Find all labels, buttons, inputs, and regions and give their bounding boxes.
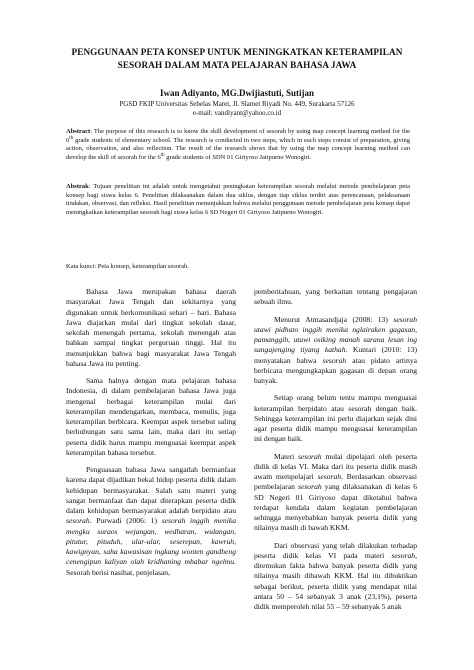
affiliation-block — [40, 100, 434, 118]
abstract-english — [66, 128, 410, 163]
italic-quote: sesorah inggih menika mengku suraos wejangan, wedharan, wulangan, pitutur, pituduh, ular-ular, seserepan, kawruh, kawignyan, saha kawasisan ingkang wonten gandheng cenengipun kaliyan olah kridhaning mbabar ngelmu. — [66, 516, 236, 567]
right-paragraph-4 — [254, 541, 417, 613]
right-paragraph-1 — [254, 315, 417, 387]
authors: Iwan Adiyanto, MG.Dwijiastuti, Sutijan — [159, 88, 315, 98]
text-span: atau pidato artinya berbicara mengungkapkan gagasan di depan orang banyak. — [254, 355, 417, 385]
italic-term: sesorah — [297, 451, 322, 461]
text-span: Sesorah berisi nasihat, penjelasan, — [66, 567, 170, 577]
text-span: Penguasaan bahasa Jawa sangatlah bermanfaat karena dapat dijadikan bekal hidup peserta didik dalam kehidupan bermasyarakat. Salah satu materi yang sangat bermanfaat dan dapat diterapkan peserta didik dalam kehidupan bermasyarakat adalah berpidato atau — [66, 465, 236, 515]
left-paragraph-1: Bahasa Jawa merupakan bahasa daerah masyarakat Jawa Tengah dan sekitarnya yang digunakan untuk berkomunikasi sehari – hari. Bahasa Jawa diajarkan mulai dari tingkat sekolah dasar, sekolah menengah pertama, sekolah menengah atas bahkan sampai tingkat perguruan tinggi. Hal itu menunjukkan bahwa bagi masyarakat Jawa Tengah bahasa Jawa itu penting. — [66, 287, 236, 368]
text-span: mulai dipelajari oleh peserta didik di kelas VI. Maka dari itu peserta didik masih awam mempelajari — [254, 451, 418, 481]
abstrak-label: Abstrak — [66, 183, 89, 190]
abstract-text-2: grade students of elementary school. The research is conducted in two steps, which in each steps consist of preparation, giving action, observation, and also reflection. The result of the research shows that by using the map concept learning method can develop the skill of sesorah for the 6 — [66, 136, 410, 162]
right-paragraph-2: Setiap orang belum tentu mampu menguasai keterampilan berpidato atau sesorah dengan baik. Sehingga keterampilan ini perlu diajarkan sejak dini agar peserta didik mampu menguasai keterampilan ini dengan baik. — [254, 393, 417, 444]
text-span: yang dilaksanakan di kelas 6 SD Negeri 01 Giriyoso dapat diketahui bahwa terdapat kendala dalam kegiatan pembelajaran sehingga menyebabkan banyak peserta didik yang nilainya masih di bawah KKM. — [254, 482, 418, 533]
affiliation: PGSD FKIP Universitas Sebelas Maret, Jl. Slamet Riyadi No. 449, Surakarta 57126 — [119, 100, 355, 108]
title-line-2: SESORAH DALAM MATA PELAJARAN BAHASA JAWA — [117, 60, 357, 70]
text-span: Kuntari (2010: 13) menyatakan bahwa — [254, 345, 417, 365]
text-span: Materi — [274, 451, 298, 461]
abstract-indonesian — [66, 183, 410, 218]
superscript: th — [160, 152, 165, 158]
italic-term: sesorah — [322, 355, 347, 365]
keywords: Kata kunci: Peta konsep, keterampilan sesorah. — [66, 263, 189, 270]
abstract-label: Abstract — [66, 128, 91, 135]
superscript: th — [69, 135, 74, 141]
left-paragraph-3 — [66, 465, 236, 578]
italic-term: sesorah — [317, 472, 342, 481]
abstrak-text: : Tujuan penelitian ini adalah untuk mengetahui peningkatan keterampilan sesorah melalui metode pembelajaran peta konsep bagi siswa kelas 6. Penelitian dilaksanakan dalam dua siklus, dengan tiap siklus terdiri atas perencanaan, pelaksanaan tindakan, observasi, dan refleksi. Hasil penelitian menunjukkan bahwa melalui penggunaan metode pembelajaran peta konsep dapat meningkatkan keterampilan sesorah bagi siswa kelas 6 SD Negeri 01 Giriyoso Jatipurno Wonogiri. — [66, 183, 410, 217]
text-span: Menurut Atmasandjaja (2008: 13) — [274, 314, 394, 324]
abstract-text-3: grade students of SDN 01 Giriyoso Jatipurno Wonogiri. — [164, 154, 312, 162]
italic-quote: sesorah utawi pidhato inggih menika nglairaken gagasan, pamanggih, utawi osiking manah sarana lesan ing sangajenging tiyang kathah. — [254, 314, 417, 355]
left-paragraph-2: Sama halnya dengan mata pelajaran bahasa Indonesia, di dalam pembelajaran bahasa Jawa juga mengenal berbagai keterampilan mulai dari keterampilan mendengarkan, membaca, menulis, juga keterampilan berbicara. Keempat aspek tersebut saling berhubungan satu sama lain, maka dari itu setiap peserta didik harus mampu menguasai keempat aspek keterampilan bahasa tersebut. — [66, 376, 236, 457]
right-paragraph-0: pemberitahuan, yang berkaitan tentang pengajaran sebuah ilmu. — [254, 287, 417, 307]
text-span: Dari observasi yang telah dilakukan terhadap peserta didik kelas VI pada materi — [254, 540, 417, 560]
abstract-text-1: : The purpose of this research is to know the skill development of sesorah by using map concept learning method for the 6 — [66, 128, 410, 144]
italic-term: sesorah — [391, 550, 416, 560]
text-span: . Purwadi (2006: 1) — [89, 516, 162, 526]
right-paragraph-3 — [254, 452, 417, 534]
title-line-1: PENGGUNAAN PETA KONSEP UNTUK MENINGKATKAN KETERAMPILAN — [71, 47, 403, 57]
text-span: . Berdasarkan observasi pembelajaran — [254, 472, 417, 492]
left-column — [66, 287, 236, 585]
italic-term: sesorah — [66, 516, 90, 526]
right-column — [254, 287, 417, 619]
italic-term: sesorah — [298, 482, 322, 492]
paper-title — [40, 46, 434, 72]
text-span: , ditemukan fakta bahwa banyak peserta didik yang nilainya masih dibawah KKM. Hal itu dibuktikan sebagai berikut, peserta didik yang mendapat nilai antara 50 – 54 sebanyak 3 anak (23,1%), peserta didik memperoleh nilai 55 – 59 sebanyak 5 anak — [254, 550, 417, 611]
email: e-mail: vandiyant@yahoo.co.id — [192, 109, 282, 117]
